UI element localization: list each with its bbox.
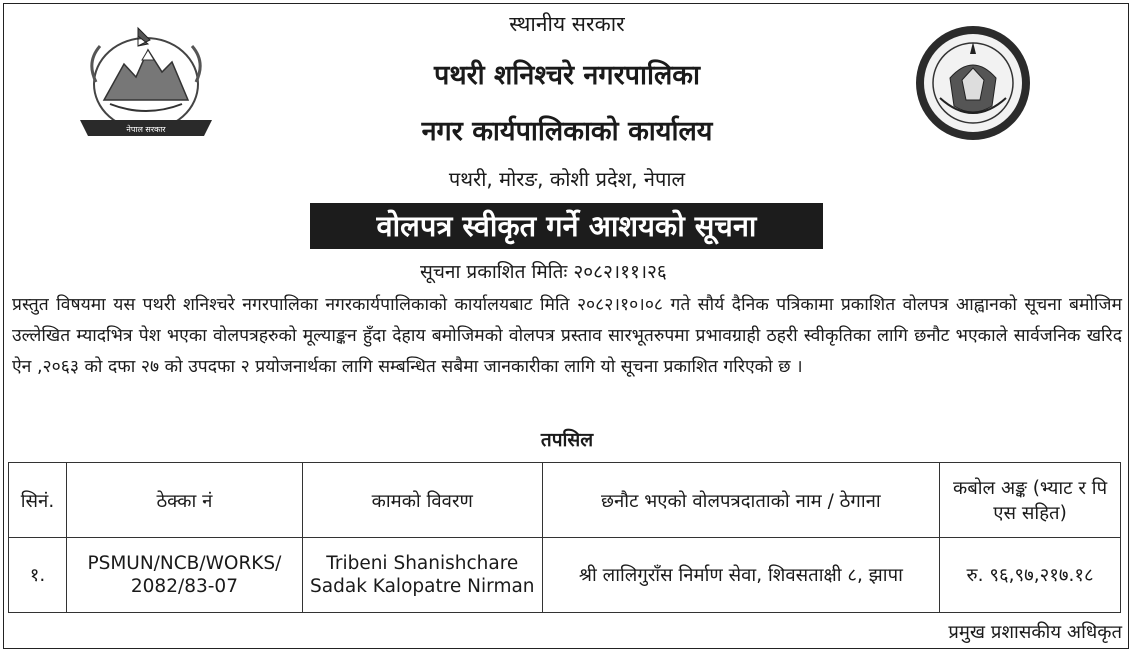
column-header-bid-amount: कबोल अङ्क (भ्याट र पि एस सहित) [940,463,1121,538]
supertitle: स्थानीय सरकार [509,12,625,36]
cell-work-description: Tribeni Shanishchare Sadak Kalopatre Nirman [302,538,542,613]
signatory: प्रमुख प्रशासकीय अधिकृत [948,622,1122,643]
bid-table [8,462,1121,613]
cell-sn: १. [9,538,67,613]
tapasil-heading: तपसिल [540,429,594,451]
column-header-bidder: छनौट भएको वोलपत्रदाताको नाम / ठेगाना [542,463,939,538]
address: पथरी, मोरङ, कोशी प्रदेश, नेपाल [448,167,686,191]
table-header-row [9,463,1121,538]
notice-body: प्रस्तुत विषयमा यस पथरी शनिश्चरे नगरपालिका नगरकार्यपालिकाको कार्यालयबाट मिति २०८२।१०।०८ गते सौर्य दैनिक पत्रिकामा प्रकाशित वोलपत्र आह्वानको सूचना बमोजिम उल्लेखित म्यादभित्र पेश भएका वोलपत्रहरुको मूल्याङ्कन हुँदा देहाय बमोजिमको वोलपत्र प्रस्ताव सारभूतरुपमा प्रभावग्राही ठहरी स्वीकृतिका लागि छनौट भएकाले सार्वजनिक खरिद ऐन ,२०६३ को दफा २७ को उपदफा २ प्रयोजनार्थका लागि सम्बन्धित सबैमा जानकारीका लागि यो सूचना प्रकाशित गरिएको छ । [12,295,1122,377]
table-row [9,538,1121,613]
cell-bidder: श्री लालिगुराँस निर्माण सेवा, शिवसताक्षी ८, झापा [542,538,939,613]
column-header-contract-no: ठेक्का नं [66,463,302,538]
office-name: नगर कार्यपालिकाको कार्यालय [421,116,713,147]
cell-bid-amount: रु. ९६,९७,२१७.१८ [940,538,1121,613]
org-name: पथरी शनिश्चरे नगरपालिका [433,60,700,91]
notice-title: वोलपत्र स्वीकृत गर्ने आशयको सूचना [310,203,823,249]
column-header-sn: सिनं. [9,463,67,538]
column-header-work-description: कामको विवरण [302,463,542,538]
cell-contract-no: PSMUN/NCB/WORKS/ 2082/83-07 [66,538,302,613]
publication-date: सूचना प्रकाशित मितिः २०८२।११।२६ [420,261,667,283]
emblem-caption: नेपाल सरकार [126,125,166,134]
